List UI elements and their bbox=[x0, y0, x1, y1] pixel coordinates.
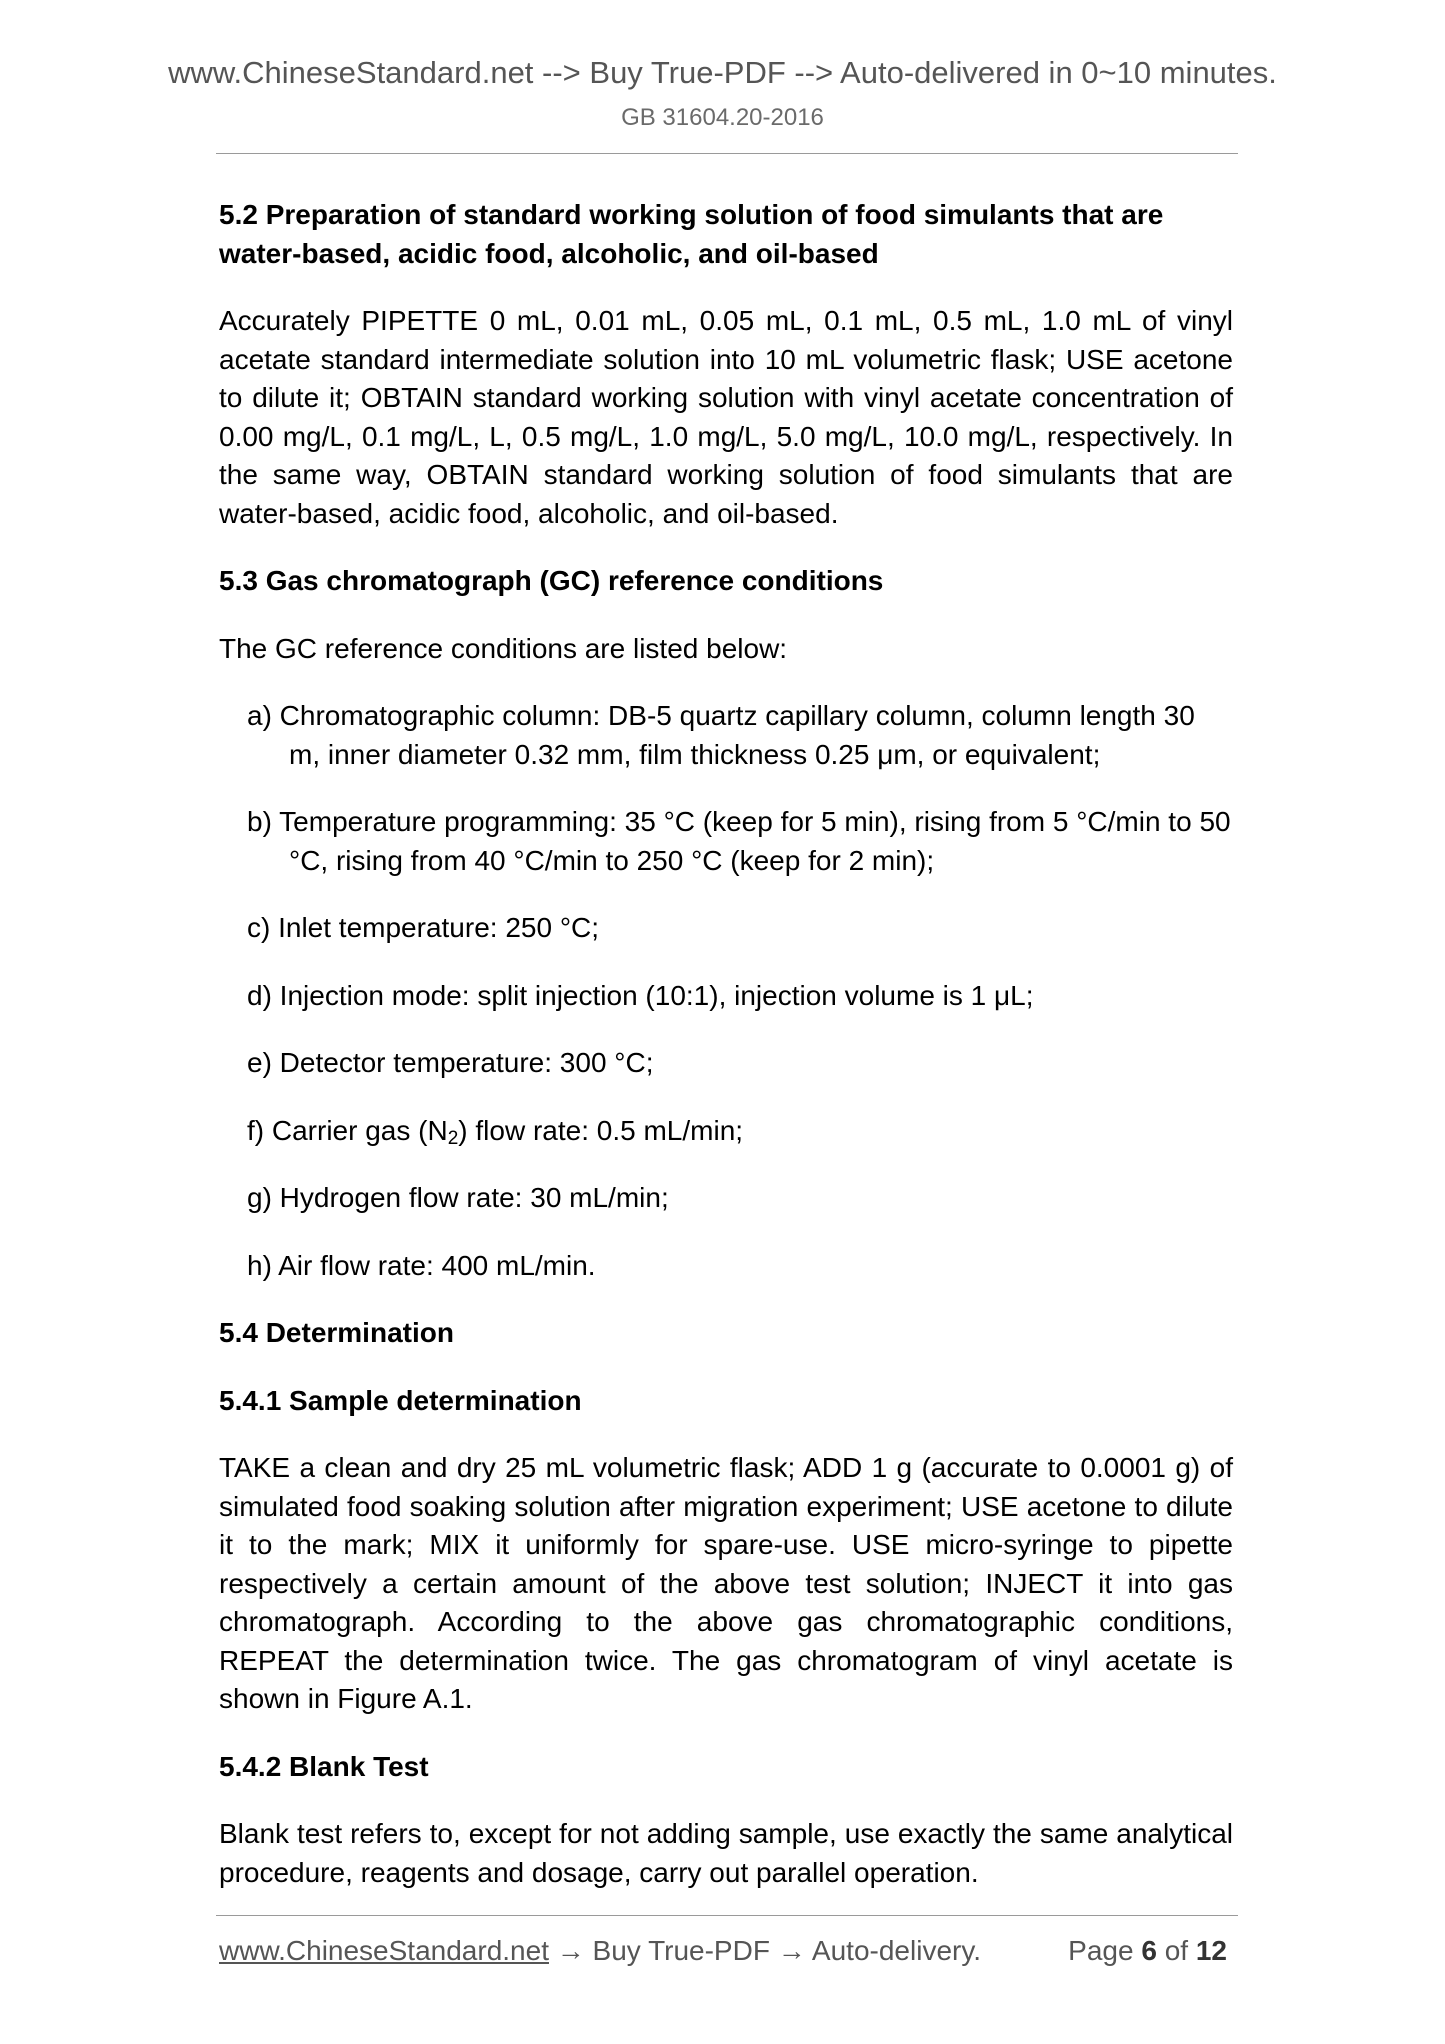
standard-number: GB 31604.20-2016 bbox=[621, 104, 824, 131]
section-5-3-heading: 5.3 Gas chromatograph (GC) reference conditions bbox=[219, 565, 884, 596]
page-label: Page bbox=[1068, 1935, 1134, 1966]
carrier-gas-text-end: ) flow rate: 0.5 mL/min; bbox=[458, 1114, 744, 1146]
section-5-2-heading: 5.2 Preparation of standard working solution of food simulants that are water-based, acidic food, alcoholic, and oil-based bbox=[219, 199, 1164, 269]
section-5-4-2-heading: 5.4.2 Blank Test bbox=[219, 1750, 429, 1782]
footer-link[interactable]: www.ChineseStandard.net bbox=[219, 1935, 549, 1966]
gc-condition-item: e) Detector temperature: 300 °C; bbox=[247, 1047, 654, 1078]
gc-condition-item: a) Chromatographic column: DB-5 quartz capillary column, column length 30 m, inner diameter 0.32 mm, film thickness 0.25 μm, or equivalent; bbox=[247, 700, 1195, 770]
gc-condition-item bbox=[247, 1112, 1233, 1151]
header-banner[interactable]: www.ChineseStandard.net --> Buy True-PDF --> Auto-delivered in 0~10 minutes. bbox=[168, 55, 1277, 90]
carrier-gas-text: f) Carrier gas (N bbox=[247, 1114, 448, 1146]
section-5-3-intro: The GC reference conditions are listed below: bbox=[219, 632, 788, 664]
carrier-gas-subscript: 2 bbox=[447, 1127, 459, 1149]
page-total: 12 bbox=[1195, 1935, 1227, 1966]
page-body bbox=[219, 196, 1233, 1892]
page-number: 6 bbox=[1141, 1935, 1157, 1966]
page-indicator bbox=[1068, 1935, 1227, 1967]
footer-text: → Buy True-PDF → Auto-delivery. bbox=[548, 1935, 982, 1966]
footer-left bbox=[219, 1935, 981, 1967]
section-5-2-body: Accurately PIPETTE 0 mL, 0.01 mL, 0.05 mL, 0.1 mL, 0.5 mL, 1.0 mL of vinyl acetate standard intermediate solution into 10 mL volumetric flask; USE acetone to dilute it; OBTAIN standard working solution with vinyl acetate concentration of 0.00 mg/L, 0.1 mg/L, L, 0.5 mg/L, 1.0 mg/L, 5.0 mg/L, 10.0 mg/L, respectively. In the same way, OBTAIN standard working solution of food simulants that are water-based, acidic food, alcoholic, and oil-based. bbox=[219, 305, 1233, 529]
gc-condition-item: g) Hydrogen flow rate: 30 mL/min; bbox=[247, 1182, 669, 1213]
section-5-4-heading: 5.4 Determination bbox=[219, 1317, 454, 1348]
section-5-4-2-body: Blank test refers to, except for not adding sample, use exactly the same analytical procedure, reagents and dosage, carry out parallel operation. bbox=[219, 1818, 1233, 1888]
footer-divider bbox=[216, 1915, 1238, 1916]
of-label: of bbox=[1164, 1935, 1189, 1966]
gc-condition-item: b) Temperature programming: 35 °C (keep for 5 min), rising from 5 °C/min to 50 °C, rising from 40 °C/min to 250 °C (keep for 2 min); bbox=[247, 806, 1231, 876]
gc-condition-item: d) Injection mode: split injection (10:1), injection volume is 1 μL; bbox=[247, 979, 1034, 1011]
gc-condition-item: h) Air flow rate: 400 mL/min. bbox=[247, 1249, 596, 1281]
section-5-4-1-body: TAKE a clean and dry 25 mL volumetric flask; ADD 1 g (accurate to 0.0001 g) of simulated food soaking solution after migration experiment; USE acetone to dilute it to the mark; MIX it uniformly for spare-use. USE micro-syringe to pipette respectively a certain amount of the above test solution; INJECT it into gas chromatograph. According to the above gas chromatographic conditions, REPEAT the determination twice. The gas chromatogram of vinyl acetate is shown in Figure A.1. bbox=[219, 1452, 1233, 1714]
gc-condition-item: c) Inlet temperature: 250 °C; bbox=[247, 912, 600, 943]
header-divider bbox=[216, 153, 1238, 154]
section-5-4-1-heading: 5.4.1 Sample determination bbox=[219, 1384, 582, 1416]
